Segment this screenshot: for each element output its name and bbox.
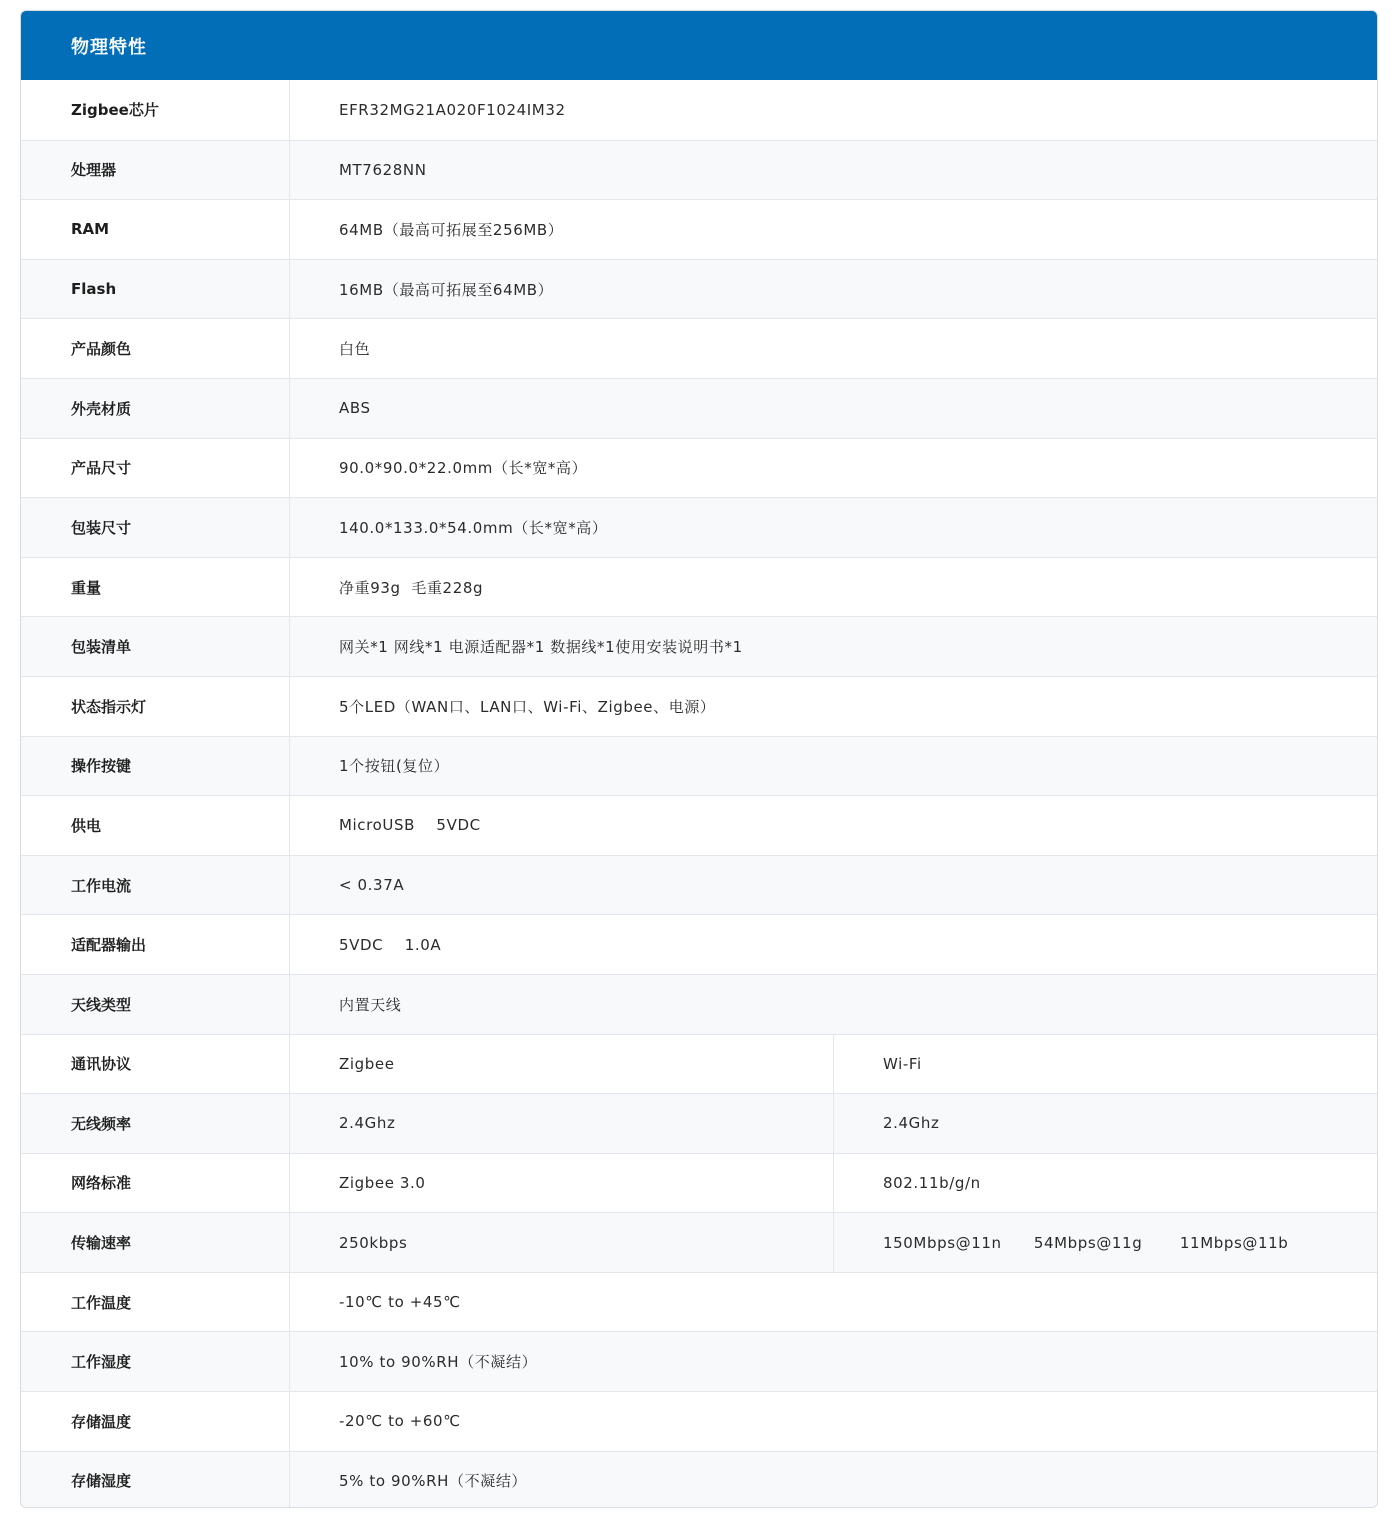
spec-row [21, 914, 1377, 974]
spec-table-panel [20, 10, 1378, 1508]
spec-row [21, 1034, 1377, 1094]
spec-label: 重量 [21, 558, 290, 617]
spec-value: MicroUSB 5VDC [339, 816, 481, 835]
spec-row [21, 318, 1377, 378]
spec-label: 传输速率 [21, 1213, 290, 1272]
spec-value: 5VDC 1.0A [339, 935, 442, 954]
spec-row [21, 1272, 1377, 1332]
spec-label: 操作按键 [21, 737, 290, 796]
spec-value: 1个按钮(复位） [339, 757, 450, 776]
spec-value: 内置天线 [339, 995, 402, 1014]
spec-label: 网络标准 [21, 1154, 290, 1213]
spec-value-wifi: 150Mbps@11n 54Mbps@11g 11Mbps@11b [883, 1233, 1289, 1252]
spec-value: MT7628NN [339, 160, 427, 179]
spec-label: 处理器 [21, 141, 290, 200]
spec-row [21, 1153, 1377, 1213]
spec-label: 工作温度 [21, 1273, 290, 1332]
spec-label: 天线类型 [21, 975, 290, 1034]
spec-value-zigbee: Zigbee 3.0 [290, 1154, 834, 1213]
spec-value: 白色 [339, 340, 371, 359]
spec-label: 通讯协议 [21, 1035, 290, 1094]
spec-value: 64MB（最高可拓展至256MB） [339, 220, 564, 239]
spec-label: 工作湿度 [21, 1332, 290, 1391]
spec-value: 16MB（最高可拓展至64MB） [339, 280, 554, 299]
spec-label: 外壳材质 [21, 379, 290, 438]
spec-row [21, 1212, 1377, 1272]
spec-row [21, 557, 1377, 617]
spec-value-wifi: Wi-Fi [883, 1054, 922, 1073]
spec-table-body [21, 80, 1377, 1508]
spec-label: 产品尺寸 [21, 439, 290, 498]
spec-value: 5个LED（WAN口、LAN口、Wi-Fi、Zigbee、电源） [339, 697, 716, 716]
spec-row [21, 974, 1377, 1034]
spec-row [21, 199, 1377, 259]
spec-value: 5% to 90%RH（不凝结） [339, 1472, 528, 1491]
spec-label: 无线频率 [21, 1094, 290, 1153]
spec-row [21, 497, 1377, 557]
spec-value: 净重93g 毛重228g [339, 578, 484, 597]
spec-row [21, 80, 1377, 140]
spec-value-wifi: 2.4Ghz [883, 1114, 940, 1133]
panel-title: 物理特性 [71, 36, 147, 58]
spec-value-wifi: 802.11b/g/n [883, 1173, 981, 1192]
spec-label: 产品颜色 [21, 319, 290, 378]
spec-value: EFR32MG21A020F1024IM32 [339, 100, 566, 119]
spec-label: RAM [21, 200, 290, 259]
spec-label: 适配器输出 [21, 915, 290, 974]
spec-value-zigbee: Zigbee [290, 1035, 834, 1094]
spec-row [21, 1391, 1377, 1451]
spec-row [21, 676, 1377, 736]
spec-value: ABS [339, 399, 371, 418]
spec-value-zigbee: 250kbps [290, 1213, 834, 1272]
spec-value: -20℃ to +60℃ [339, 1412, 461, 1431]
spec-row [21, 140, 1377, 200]
spec-row [21, 855, 1377, 915]
spec-row [21, 736, 1377, 796]
spec-row [21, 378, 1377, 438]
spec-row [21, 1093, 1377, 1153]
spec-value: < 0.37A [339, 876, 405, 895]
spec-label: 工作电流 [21, 856, 290, 915]
spec-label: Flash [21, 260, 290, 319]
spec-value: 10% to 90%RH（不凝结） [339, 1353, 538, 1372]
spec-label: 包装尺寸 [21, 498, 290, 557]
spec-value-zigbee: 2.4Ghz [290, 1094, 834, 1153]
spec-value: -10℃ to +45℃ [339, 1293, 461, 1312]
spec-label: 供电 [21, 796, 290, 855]
spec-value: 90.0*90.0*22.0mm（长*宽*高） [339, 459, 588, 478]
spec-label: 存储温度 [21, 1392, 290, 1451]
spec-row [21, 1331, 1377, 1391]
spec-row [21, 438, 1377, 498]
spec-row [21, 616, 1377, 676]
spec-row [21, 795, 1377, 855]
spec-label: Zigbee芯片 [21, 80, 290, 140]
spec-label: 包装清单 [21, 617, 290, 676]
spec-label: 状态指示灯 [21, 677, 290, 736]
spec-value: 网关*1 网线*1 电源适配器*1 数据线*1使用安装说明书*1 [339, 638, 743, 657]
panel-header [21, 11, 1377, 80]
spec-row [21, 259, 1377, 319]
spec-label: 存储湿度 [21, 1452, 290, 1508]
spec-row [21, 1451, 1377, 1508]
spec-value: 140.0*133.0*54.0mm（长*宽*高） [339, 518, 608, 537]
